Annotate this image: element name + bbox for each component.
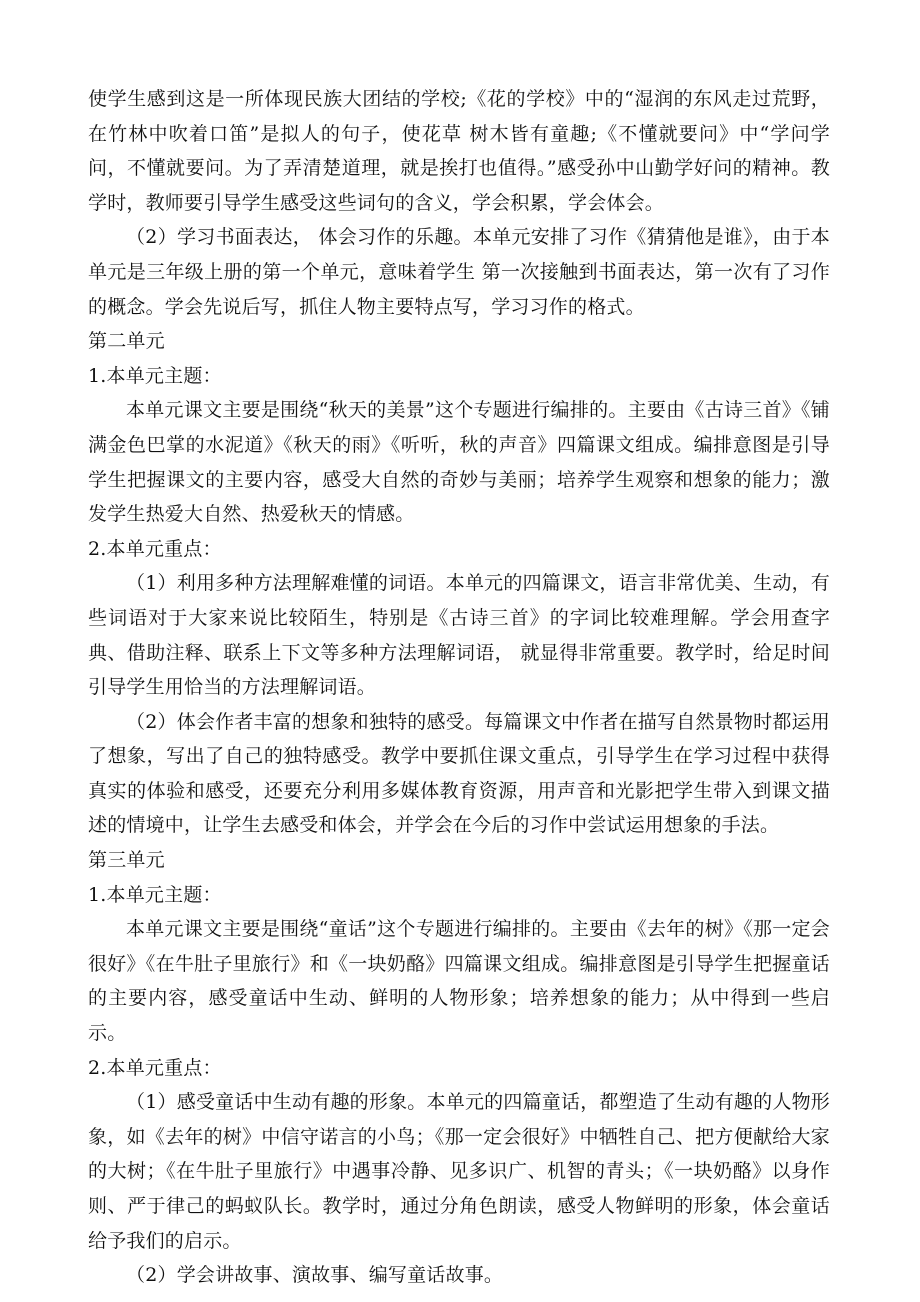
subheading-unit2-theme: 1.本单元主题： [88,364,222,387]
paragraph-unit1-point2: （2）学习书面表达， 体会习作的乐趣。本单元安排了习作《猜猜他是谁》，由于本单元是三年级上册的第一个单元，意味着学生 第一次接触到书面表达，第一次有了习作的概念。学会先说后写，抓住人物主要特点写，学习习作的格式。 [88,226,830,318]
document-body [88,82,830,1293]
paragraph-continuation: 使学生感到这是一所体现民族大团结的学校;《花的学校》中的“湿润的东风走过荒野，在竹林中吹着口笛”是拟人的句子，使花草 树木皆有童趣;《不懂就要问》中“学问学问，不懂就要问。为了弄清楚道理，就是挨打也值得。”感受孙中山勤学好问的精神。教学时，教师要引导学生感受这些词句的含义，学会积累，学会体会。 [88,88,830,214]
subheading-unit2-focus: 2.本单元重点： [88,537,222,560]
paragraph-unit2-point2: （2）体会作者丰富的想象和独特的感受。每篇课文中作者在描写自然景物时都运用了想象，写出了自己的独特感受。教学中要抓住课文重点，引导学生在学习过程中获得真实的体验和感受，还要充分利用多媒体教育资源，用声音和光影把学生带入到课文描述的情境中，让学生去感受和体会，并学会在今后的习作中尝试运用想象的手法。 [88,710,830,837]
heading-unit2: 第二单元 [88,330,165,353]
paragraph-unit2-point1: （1）利用多种方法理解难懂的词语。本单元的四篇课文，语言非常优美、生动，有些词语对于大家来说比较陌生，特别是《古诗三首》的字词比较难理解。学会用查字典、借助注释、联系上下文等多种方法理解词语， 就显得非常重要。教学时，给足时间引导学生用恰当的方法理解词语。 [88,572,830,699]
paragraph-unit2-theme: 本单元课文主要是围绕“秋天的美景”这个专题进行编排的。主要由《古诗三首》《铺满金色巴掌的水泥道》《秋天的雨》《听听，秋的声音》四篇课文组成。编排意图是引导学生把握课文的主要内容，感受大自然的奇妙与美丽；培养学生观察和想象的能力；激发学生热爱大自然、热爱秋天的情感。 [88,399,830,526]
paragraph-unit3-point1: （1）感受童话中生动有趣的形象。本单元的四篇童话，都塑造了生动有趣的人物形象，如《去年的树》中信守诺言的小鸟；《那一定会很好》中牺牲自己、把方便献给大家的大树；《在牛肚子里旅行》中遇事冷静、见多识广、机智的青头；《一块奶酪》以身作则、严于律己的蚂蚁队长。教学时，通过分角色朗读，感受人物鲜明的形象，体会童话给予我们的启示。 [88,1091,830,1252]
paragraph-unit3-theme: 本单元课文主要是围绕“童话”这个专题进行编排的。主要由《去年的树》《那一定会很好》《在牛肚子里旅行》和《一块奶酪》四篇课文组成。编排意图是引导学生把握童话的主要内容，感受童话中生动、鲜明的人物形象；培养想象的能力；从中得到一些启示。 [88,918,830,1045]
subheading-unit3-focus: 2.本单元重点： [88,1056,222,1079]
paragraph-unit3-point2: （2）学会讲故事、演故事、编写童话故事。 [126,1264,504,1287]
subheading-unit3-theme: 1.本单元主题： [88,883,222,906]
heading-unit3: 第三单元 [88,849,165,872]
